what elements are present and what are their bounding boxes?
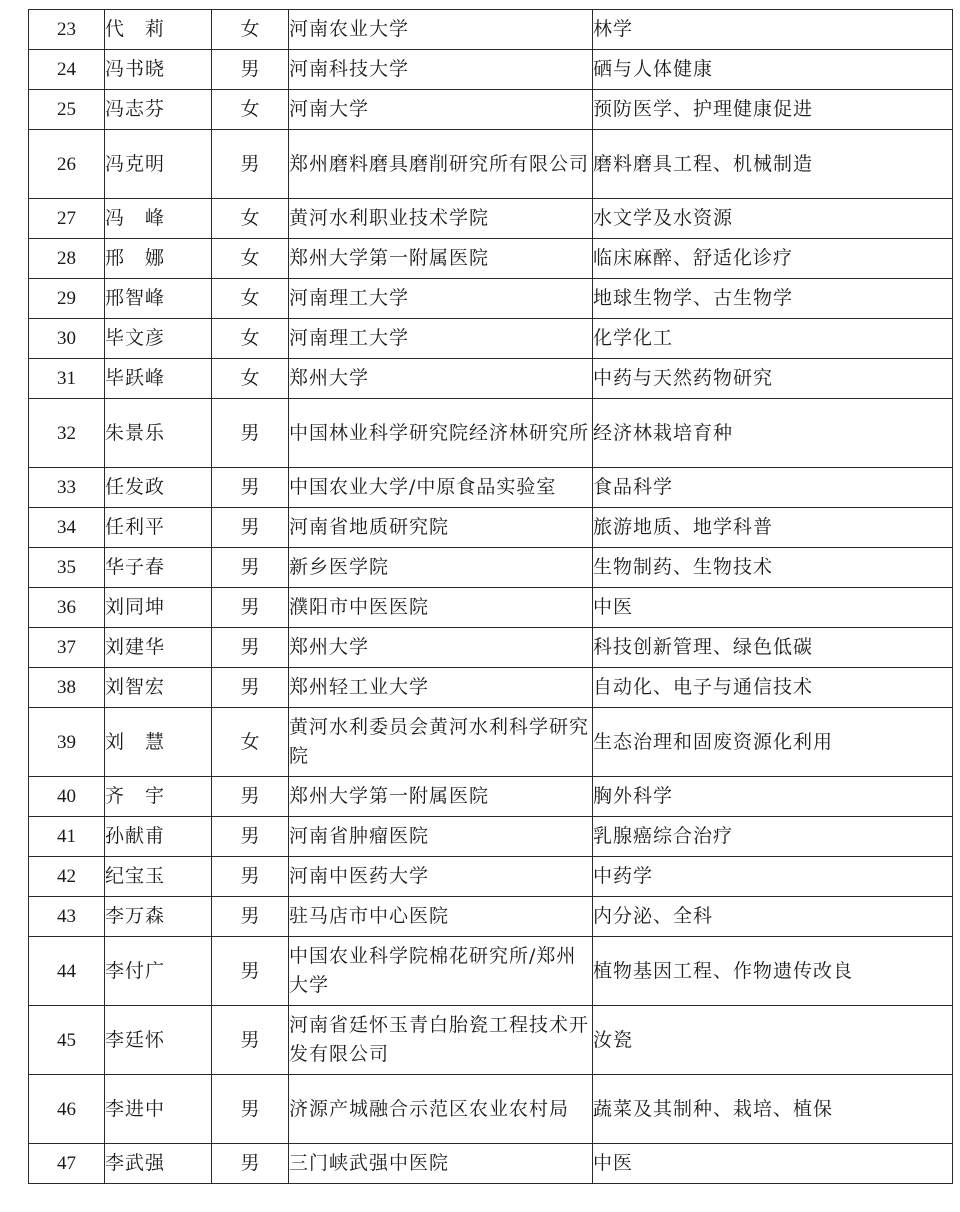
table-row [29,777,953,817]
person-field: 汝瓷 [593,1006,953,1075]
person-field: 化学化工 [593,319,953,359]
person-field: 中医 [593,1144,953,1184]
row-number: 47 [29,1144,105,1184]
table-row [29,90,953,130]
person-organization: 河南理工大学 [289,319,593,359]
person-organization: 三门峡武强中医院 [289,1144,593,1184]
table-row [29,359,953,399]
row-number: 34 [29,508,105,548]
person-organization: 河南农业大学 [289,10,593,50]
person-name: 毕文彦 [105,319,212,359]
table-row [29,708,953,777]
row-number: 24 [29,50,105,90]
person-name: 毕跃峰 [105,359,212,399]
row-number: 26 [29,130,105,199]
person-gender: 男 [212,937,289,1006]
person-field: 胸外科学 [593,777,953,817]
person-gender: 男 [212,50,289,90]
person-gender: 女 [212,279,289,319]
person-gender: 男 [212,548,289,588]
table-row [29,1075,953,1144]
person-organization: 郑州轻工业大学 [289,668,593,708]
row-number: 46 [29,1075,105,1144]
person-gender: 男 [212,468,289,508]
person-field: 硒与人体健康 [593,50,953,90]
person-name: 李付广 [105,937,212,1006]
person-organization: 中国林业科学研究院经济林研究所 [289,399,593,468]
person-gender: 男 [212,668,289,708]
table-row [29,50,953,90]
person-gender: 男 [212,1075,289,1144]
person-name: 冯书晓 [105,50,212,90]
person-organization: 濮阳市中医医院 [289,588,593,628]
person-field: 内分泌、全科 [593,897,953,937]
person-field: 临床麻醉、舒适化诊疗 [593,239,953,279]
person-name: 华子春 [105,548,212,588]
roster-body [29,10,953,1184]
table-row [29,508,953,548]
table-row [29,937,953,1006]
row-number: 38 [29,668,105,708]
row-number: 27 [29,199,105,239]
person-field: 经济林栽培育种 [593,399,953,468]
person-organization: 新乡医学院 [289,548,593,588]
person-name: 任发政 [105,468,212,508]
table-row [29,1144,953,1184]
person-gender: 男 [212,857,289,897]
person-field: 预防医学、护理健康促进 [593,90,953,130]
table-row [29,817,953,857]
person-name: 任利平 [105,508,212,548]
person-organization: 济源产城融合示范区农业农村局 [289,1075,593,1144]
person-organization: 河南省廷怀玉青白胎瓷工程技术开发有限公司 [289,1006,593,1075]
row-number: 43 [29,897,105,937]
person-field: 磨料磨具工程、机械制造 [593,130,953,199]
person-organization: 中国农业大学/中原食品实验室 [289,468,593,508]
person-gender: 女 [212,239,289,279]
person-field: 旅游地质、地学科普 [593,508,953,548]
person-gender: 女 [212,708,289,777]
person-gender: 女 [212,319,289,359]
person-name: 代 莉 [105,10,212,50]
table-row [29,628,953,668]
person-organization: 驻马店市中心医院 [289,897,593,937]
row-number: 41 [29,817,105,857]
person-gender: 男 [212,817,289,857]
person-name: 李进中 [105,1075,212,1144]
person-organization: 郑州大学 [289,359,593,399]
person-organization: 郑州磨料磨具磨削研究所有限公司 [289,130,593,199]
person-name: 李武强 [105,1144,212,1184]
person-gender: 女 [212,359,289,399]
row-number: 42 [29,857,105,897]
person-field: 中药与天然药物研究 [593,359,953,399]
person-gender: 男 [212,897,289,937]
table-row [29,279,953,319]
person-gender: 男 [212,628,289,668]
table-row [29,399,953,468]
person-field: 地球生物学、古生物学 [593,279,953,319]
table-row [29,239,953,279]
person-organization: 黄河水利委员会黄河水利科学研究院 [289,708,593,777]
row-number: 32 [29,399,105,468]
person-organization: 河南科技大学 [289,50,593,90]
person-field: 中药学 [593,857,953,897]
person-gender: 男 [212,508,289,548]
row-number: 33 [29,468,105,508]
person-gender: 男 [212,1144,289,1184]
person-name: 冯克明 [105,130,212,199]
person-name: 李万森 [105,897,212,937]
person-field: 科技创新管理、绿色低碳 [593,628,953,668]
person-field: 林学 [593,10,953,50]
person-organization: 河南理工大学 [289,279,593,319]
person-organization: 河南省地质研究院 [289,508,593,548]
person-field: 食品科学 [593,468,953,508]
person-field: 植物基因工程、作物遗传改良 [593,937,953,1006]
table-row [29,668,953,708]
person-organization: 郑州大学第一附属医院 [289,239,593,279]
table-row [29,468,953,508]
person-name: 刘建华 [105,628,212,668]
table-row [29,897,953,937]
row-number: 40 [29,777,105,817]
person-gender: 女 [212,199,289,239]
row-number: 44 [29,937,105,1006]
table-row [29,548,953,588]
person-field: 蔬菜及其制种、栽培、植保 [593,1075,953,1144]
person-field: 中医 [593,588,953,628]
person-gender: 男 [212,399,289,468]
person-field: 水文学及水资源 [593,199,953,239]
person-name: 冯志芬 [105,90,212,130]
person-organization: 中国农业科学院棉花研究所/郑州大学 [289,937,593,1006]
row-number: 45 [29,1006,105,1075]
row-number: 36 [29,588,105,628]
table-row [29,857,953,897]
person-name: 刘同坤 [105,588,212,628]
person-name: 刘 慧 [105,708,212,777]
person-organization: 河南省肿瘤医院 [289,817,593,857]
person-organization: 河南中医药大学 [289,857,593,897]
person-field: 自动化、电子与通信技术 [593,668,953,708]
row-number: 28 [29,239,105,279]
person-name: 李廷怀 [105,1006,212,1075]
row-number: 29 [29,279,105,319]
person-field: 生态治理和固废资源化利用 [593,708,953,777]
person-field: 生物制药、生物技术 [593,548,953,588]
row-number: 23 [29,10,105,50]
person-field: 乳腺癌综合治疗 [593,817,953,857]
person-organization: 黄河水利职业技术学院 [289,199,593,239]
person-name: 朱景乐 [105,399,212,468]
person-organization: 郑州大学 [289,628,593,668]
person-name: 齐 宇 [105,777,212,817]
person-name: 孙献甫 [105,817,212,857]
table-row [29,10,953,50]
table-row [29,199,953,239]
person-name: 邢 娜 [105,239,212,279]
person-name: 刘智宏 [105,668,212,708]
person-organization: 郑州大学第一附属医院 [289,777,593,817]
person-gender: 男 [212,588,289,628]
person-organization: 河南大学 [289,90,593,130]
row-number: 31 [29,359,105,399]
row-number: 37 [29,628,105,668]
person-name: 冯 峰 [105,199,212,239]
table-row [29,319,953,359]
row-number: 39 [29,708,105,777]
table-row [29,1006,953,1075]
person-name: 纪宝玉 [105,857,212,897]
person-name: 邢智峰 [105,279,212,319]
person-gender: 女 [212,90,289,130]
row-number: 30 [29,319,105,359]
person-gender: 女 [212,10,289,50]
table-row [29,130,953,199]
person-gender: 男 [212,777,289,817]
table-row [29,588,953,628]
row-number: 35 [29,548,105,588]
person-gender: 男 [212,130,289,199]
person-gender: 男 [212,1006,289,1075]
row-number: 25 [29,90,105,130]
roster-table [28,9,953,1184]
